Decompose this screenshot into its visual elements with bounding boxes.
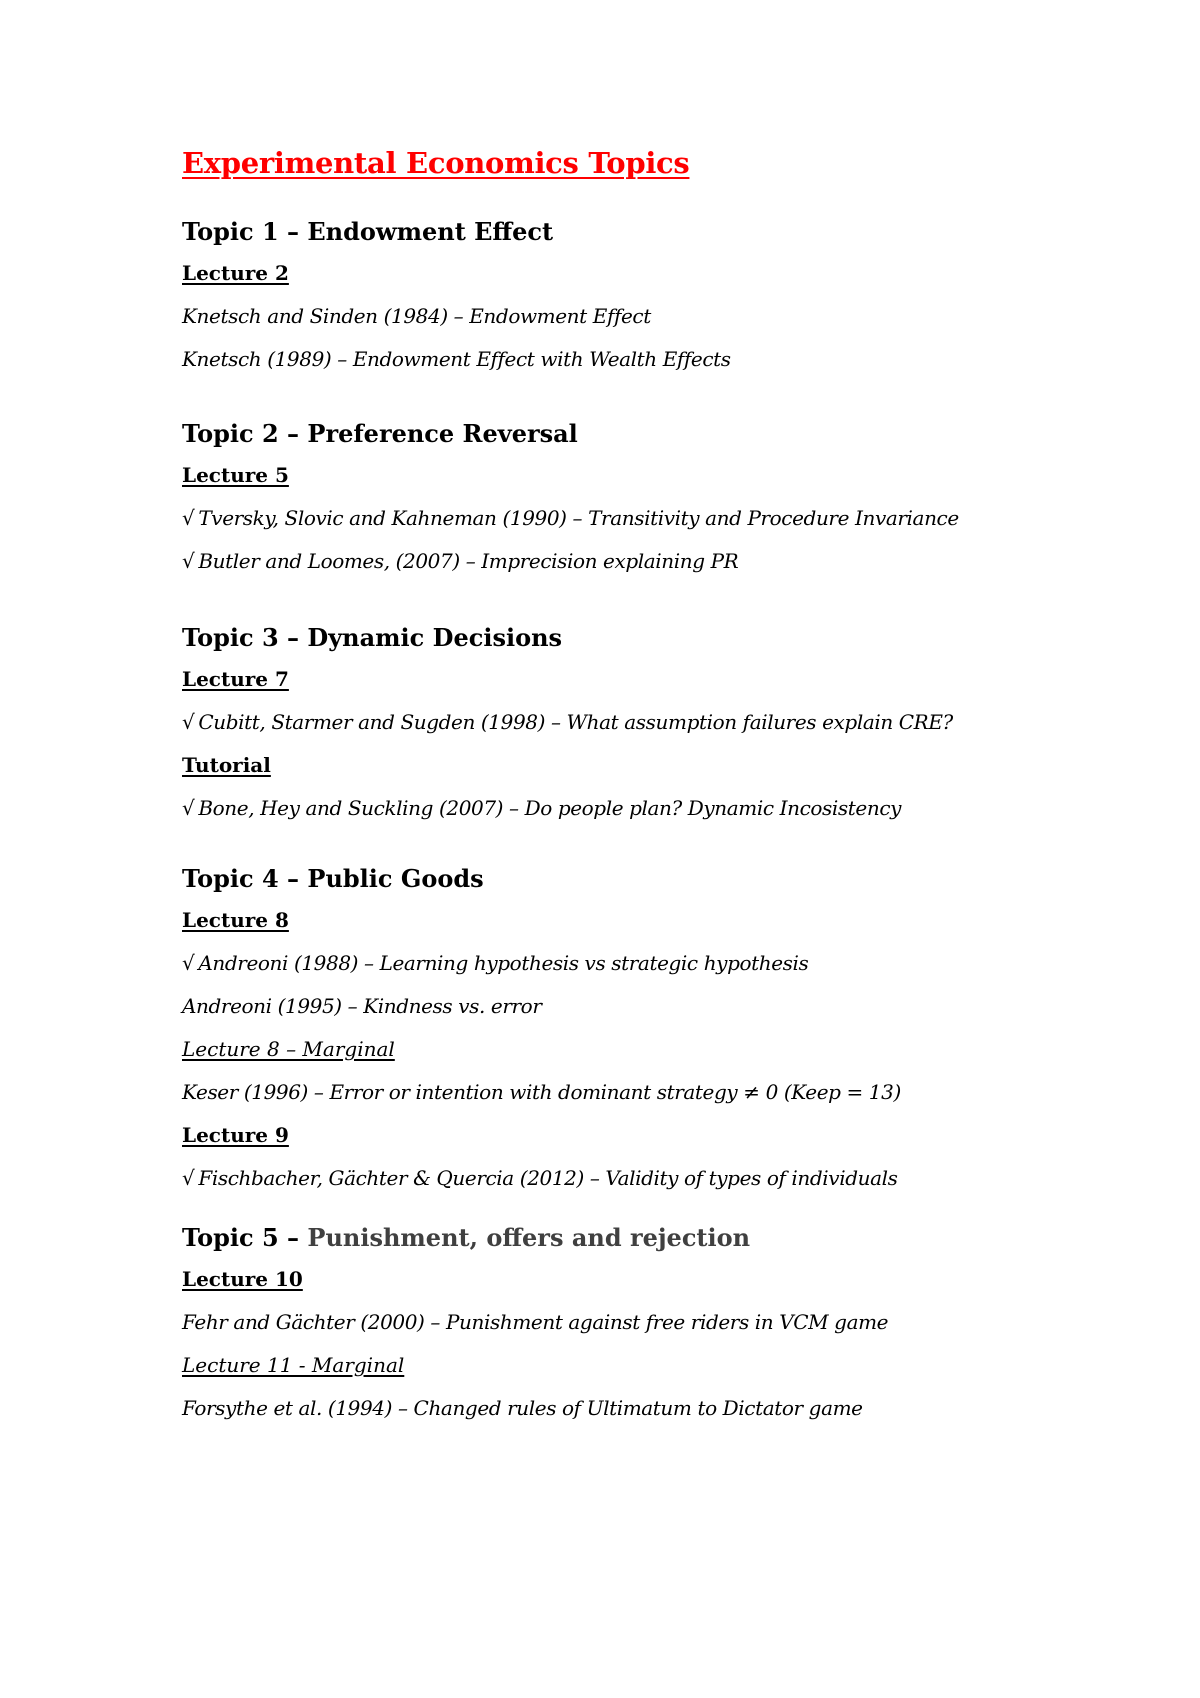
- lecture-label: Lecture 10: [182, 1267, 303, 1291]
- lecture-label: Lecture 8: [182, 908, 289, 932]
- topic-section: [182, 215, 1082, 377]
- topic-number: Topic 1 –: [182, 217, 308, 246]
- reading-reference: [182, 334, 1082, 377]
- topic-title: Punishment, offers and rejection: [307, 1223, 751, 1252]
- topic-section: [182, 862, 1082, 1196]
- reference-text: Fischbacher, Gächter & Quercia (2012) – Validity of types of individuals: [198, 1166, 898, 1190]
- topic-section: [182, 621, 1082, 826]
- reference-text: Forsythe et al. (1994) – Changed rules of Ultimatum to Dictator game: [182, 1396, 863, 1420]
- checkmark-icon: √: [182, 1166, 195, 1190]
- reading-reference: [182, 938, 1082, 981]
- topic-title: Dynamic Decisions: [307, 623, 563, 652]
- topic-title: Public Goods: [307, 864, 484, 893]
- reference-text: Fehr and Gächter (2000) – Punishment against free riders in VCM game: [182, 1310, 889, 1334]
- topic-heading: [182, 862, 1082, 895]
- checkmark-icon: √: [182, 506, 195, 530]
- topic-title: Preference Reversal: [307, 419, 578, 448]
- topic-number: Topic 3 –: [182, 623, 308, 652]
- checkmark-icon: √: [182, 549, 195, 573]
- topic-section: [182, 1221, 1082, 1426]
- reference-text: Bone, Hey and Suckling (2007) – Do people plan? Dynamic Incosistency: [198, 796, 902, 820]
- reference-text: Andreoni (1995) – Kindness vs. error: [182, 994, 542, 1018]
- reference-text: Cubitt, Starmer and Sugden (1998) – What assumption failures explain CRE?: [198, 710, 953, 734]
- lecture-label: Lecture 9: [182, 1123, 289, 1147]
- lecture-label: Lecture 5: [182, 463, 289, 487]
- reading-reference: [182, 536, 1082, 579]
- lecture-label: Tutorial: [182, 753, 271, 777]
- checkmark-icon: √: [182, 951, 195, 975]
- reading-reference: [182, 783, 1082, 826]
- reading-reference: [182, 1297, 1082, 1340]
- reference-text: Keser (1996) – Error or intention with dominant strategy ≠ 0 (Keep = 13): [182, 1080, 901, 1104]
- reading-reference: [182, 291, 1082, 334]
- lecture-label: Lecture 7: [182, 667, 289, 691]
- reference-text: Knetsch and Sinden (1984) – Endowment Effect: [182, 304, 651, 328]
- reference-text: Butler and Loomes, (2007) – Imprecision explaining PR: [198, 549, 739, 573]
- topic-heading: [182, 621, 1082, 654]
- topic-title: Endowment Effect: [307, 217, 554, 246]
- lecture-label: Lecture 8 – Marginal: [182, 1037, 395, 1061]
- topic-section: [182, 417, 1082, 579]
- reading-reference: [182, 1153, 1082, 1196]
- lecture-label: Lecture 11 - Marginal: [182, 1353, 405, 1377]
- reading-reference: [182, 981, 1082, 1024]
- reference-text: Tversky, Slovic and Kahneman (1990) – Transitivity and Procedure Invariance: [198, 506, 959, 530]
- reading-reference: [182, 697, 1082, 740]
- topic-heading: [182, 417, 1082, 450]
- checkmark-icon: √: [182, 796, 195, 820]
- topic-number: Topic 4 –: [182, 864, 308, 893]
- topic-number: Topic 5 –: [182, 1223, 308, 1252]
- reading-reference: [182, 1067, 1082, 1110]
- topic-number: Topic 2 –: [182, 419, 308, 448]
- topic-heading: [182, 215, 1082, 248]
- document-title: Experimental Economics Topics: [182, 146, 690, 180]
- lecture-label: Lecture 2: [182, 261, 289, 285]
- checkmark-icon: √: [182, 710, 195, 734]
- reading-reference: [182, 1383, 1082, 1426]
- reference-text: Andreoni (1988) – Learning hypothesis vs strategic hypothesis: [198, 951, 809, 975]
- reference-text: Knetsch (1989) – Endowment Effect with Wealth Effects: [182, 347, 731, 371]
- topic-heading: [182, 1221, 1082, 1254]
- reading-reference: [182, 493, 1082, 536]
